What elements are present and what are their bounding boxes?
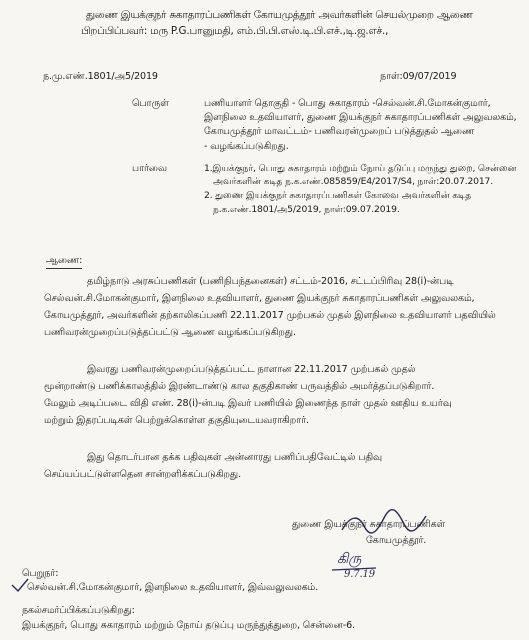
reference-line: ந.க.எண்.1801/அ5/2019, நாள்:09.07.2019. [213,204,400,215]
subject-label: பொருள் [132,98,169,109]
paragraph-line: செய்யப்பட்டுள்ளதென சான்றளிக்கப்படுகிறது. [44,469,241,480]
reference-line: 2. துணை இயக்குநர் சுகாதாரப்பணிகள் கோவை அவர்களின் கடித [204,190,472,201]
paragraph-line: இவரது பணிவரன்முறைப்படுத்தப்பட்ட நாளான 22.11.2017 முற்பகல் முதல் [87,364,416,375]
reference-number: ந.மு.எண்.1801/அ5/2019 [43,71,158,82]
paragraph-line: மேலும் அடிப்படை விதி எண். 28(i)-ன்படி இவர் பணியில் இணைந்த நாள் முதல் ஊதிய உயர்வு [44,398,452,409]
signature-place: கோயமுத்தூர். [366,535,427,546]
header-line-1: துணை இயக்குநர் சுகாதாரப்பணிகள் கோயமுத்தூர் அவர்களின் செயல்முறை ஆணை [86,9,473,21]
order-heading: ஆணை: [46,255,82,269]
subject-line: இளநிலை உதவியாளர், துணை இயக்குநர் சுகாதாரப்பணிகள் அலுவலகம், [204,112,517,123]
order-date: நாள்:09/07/2019 [380,71,457,82]
paragraph-line: இது தொடர்பான தக்க பதிவுகள் அன்னாரது பணிப்பதிவேட்டில் பதிவு [87,452,383,463]
subject-line: பணியாளர் தொகுதி - பொது சுகாதாரம் -செல்வன்.சி.மோகன்குமார், [204,98,491,109]
recipient-line: செல்வன்.சி.மோகன்குமார், இளநிலை உதவியாளர், இவ்வலுவலகம். [27,582,319,593]
recipient-label: பெறுநர்: [22,568,59,579]
header-line-2: பிறப்பிப்பவர்: மரு P.G.பானுமதி, எம்.பி.பி.எஸ்.டி.பி.எச்.,டி.ஜ.எச்., [81,25,389,37]
paragraph-line: கோயமுத்தூர், அவர்களின் தற்காலிகப்பணி 22.11.2017 முற்பகல் முதல் இளநிலை உதவியாளர் பதவியில் [44,310,496,321]
handwritten-initials: கிரு [337,551,362,567]
signature-title: துணை இயக்குநர் சுகாதாரப்பணிகள் [292,519,446,530]
paragraph-line: மற்றும் இதரப்படிகள் பெற்றுக்கொள்ள தகுதியுடையவராகிறார். [44,415,309,426]
paragraph-line: மூன்றாண்டு பணிக்காலத்தில் இரண்டாண்டு கால தகுதிகாண் பருவத்தில் அமர்த்தப்படுகிறார். [44,381,435,392]
paragraph-line: தமிழ்நாடு அரசுப்பணிகள் (பணிநிபந்தனைகள்) சட்டம்-2016, சட்டப்பிரிவு 28(i)-ன்படி [87,276,454,287]
paragraph-line: பணிவரன்முறைப்படுத்தப்பட்டு ஆணை வழங்கப்படுகிறது. [44,327,296,338]
paragraph-line: செல்வன்.சி.மோகன்குமார், இளநிலை உதவியாளர், துணை இயக்குநர் சுகாதாரப்பணிகள் அலுவலகம், [44,293,475,304]
copy-to-label: நகல்சமர்ப்பிக்கப்படுகிறது: [22,605,135,616]
subject-line: - வழங்கப்படுகிறது. [204,141,289,152]
subject-line: கோயமுத்தூர் மாவட்டம்- பணிவரன்முறைப் படுத்துதல் ஆணை [204,126,475,137]
handwritten-date: 9.7.19 [344,569,375,580]
references-label: பார்வை [132,163,167,174]
initials-underline [330,566,380,572]
reference-line: 1.இயக்குநர், பொது சுகாதாரம் மற்றும் நோய் தடுப்பு மருந்து துறை, சென்னை [204,163,517,174]
copy-to-line: இயக்குநர், பொது சுகாதாரம் மற்றும் நோய் தடுப்பு மருந்துத்துறை, சென்னை-6. [22,620,355,631]
reference-line: அவர்களின் கடித ந.க.எண்.085859/E4/2017/S4, நாள்:20.07.2017. [213,176,494,187]
